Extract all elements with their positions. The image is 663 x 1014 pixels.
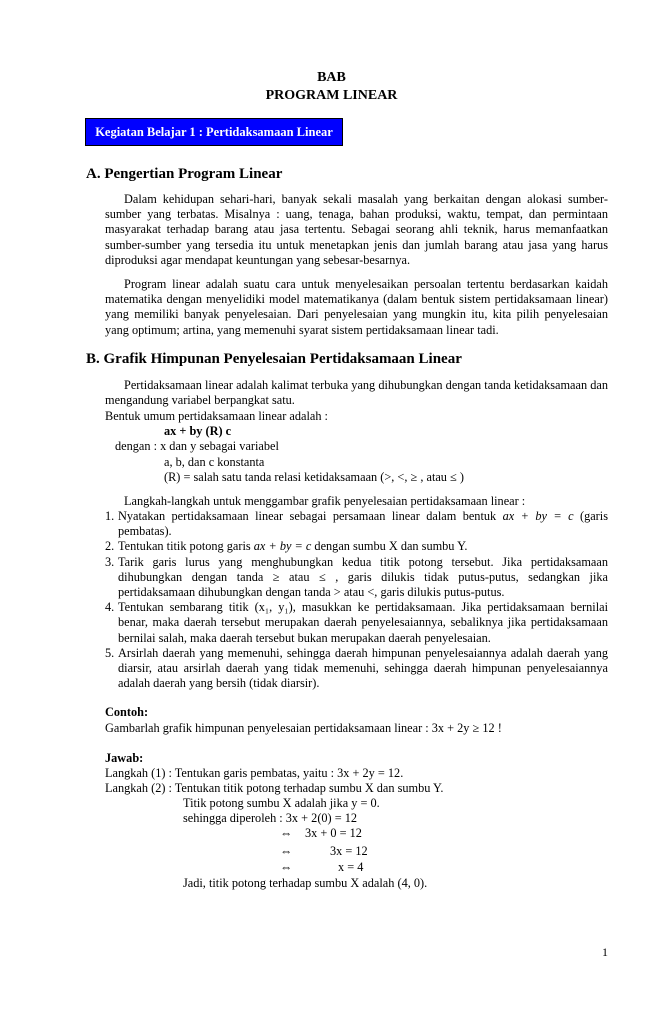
kegiatan-label: Kegiatan Belajar 1 : Pertidaksamaan Linear: [95, 124, 333, 139]
relasi-text: (R) = salah satu tanda relasi ketidaksamaan (>, <, ≥ , atau ≤ ): [164, 470, 464, 484]
dengan-text: dengan : x dan y sebagai variabel: [115, 439, 279, 453]
equivalence-icon: ⇔: [280, 844, 293, 858]
section-a-paragraph-2: Program linear adalah suatu cara untuk menyelesaikan persoalan tertentu berdasarkan kaidah matematika dengan menyelidiki model matematikanya (dalam bentuk sistem pertidaksamaan linear) yang memiliki banyak penyelesaian. Dari penyelesaian yang mungkin itu, kita pilih penyelesaian yang optimum; artina, yang memenuhi syarat sistem pertidaksamaan linear tadi.: [105, 277, 608, 337]
jawab-label: Jawab:: [105, 751, 144, 765]
titik-potong-text: Titik potong sumbu X adalah jika y = 0.: [183, 796, 380, 810]
list-item: 5. Arsirlah daerah yang memenuhi, sehingga daerah himpunan penyelesaiannya adalah daerah yang diarsir, atau arsirlah daerah yang tidak memenuhi, sehingga daerah himpunan penyelesaiannya adalah daerah yang bersih (tidak diarsir).: [105, 645, 608, 691]
section-a-heading: A. Pengertian Program Linear: [86, 166, 283, 182]
step-eq-3: x = 4: [338, 860, 364, 874]
formula-text: ax + by (R) c: [164, 424, 232, 438]
langkah-intro-text: Langkah-langkah untuk menggambar grafik penyelesaian pertidaksamaan linear :: [124, 494, 526, 508]
kegiatan-box: [85, 118, 343, 146]
step-eq-2: 3x = 12: [330, 844, 368, 858]
page-number: 1: [602, 945, 608, 959]
equivalence-icon: ⇔: [280, 860, 293, 874]
contoh-text: Gambarlah grafik himpunan penyelesaian pertidaksamaan linear : 3x + 2y ≥ 12 !: [105, 721, 502, 735]
langkah-1-text: Langkah (1) : Tentukan garis pembatas, yaitu : 3x + 2y = 12.: [105, 766, 404, 780]
kesimpulan-text: Jadi, titik potong terhadap sumbu X adalah (4, 0).: [183, 876, 428, 890]
step-eq-1: 3x + 0 = 12: [305, 826, 362, 840]
list-item: 4. Tentukan sembarang titik (x₁, y₁), masukkan ke pertidaksamaan. Jika pertidaksamaan bernilai benar, maka daerah tersebut merupakan daerah penyelesaiannya, sebaliknya jika pertidaksamaan bernilai salah, maka daerah tersebut bukan merupakan daerah penyelesaian.: [105, 600, 608, 645]
chapter-title: PROGRAM LINEAR: [265, 88, 398, 103]
contoh-label: Contoh:: [105, 705, 149, 719]
konstanta-text: a, b, dan c konstanta: [164, 455, 265, 469]
section-b-heading: B. Grafik Himpunan Penyelesaian Pertidaksamaan Linear: [86, 351, 462, 367]
bentuk-umum-text: Bentuk umum pertidaksamaan linear adalah :: [105, 409, 328, 423]
list-item: 3. Tarik garis lurus yang menghubungkan kedua titik potong tersebut. Jika pertidaksamaan dihubungkan dengan tanda ≥ atau ≤ , garis dilukis tidak putus-putus, sedangkan jika pertidaksamaan dihubungkan dengan tanda > atau <, garis dilukis putus-putus.: [105, 554, 608, 600]
chapter-label: BAB: [317, 70, 346, 85]
section-b-paragraph-1: Pertidaksamaan linear adalah kalimat terbuka yang dihubungkan dengan tanda ketidaksamaan dan mengandung variabel berpangkat satu.: [105, 378, 608, 408]
langkah-2-text: Langkah (2) : Tentukan titik potong terhadap sumbu X dan sumbu Y.: [105, 781, 444, 795]
list-item: 1. Nyatakan pertidaksamaan linear sebagai persamaan linear dalam bentuk ax + by = c (garis pembatas).: [105, 509, 608, 539]
section-a-paragraph-1: Dalam kehidupan sehari-hari, banyak sekali masalah yang berkaitan dengan alokasi sumber-sumber yang terbatas. Misalnya : uang, tenaga, bahan produksi, waktu, tempat, dan permintaan masyarakat terhadap barang atau jasa tertentu. Sebagai seorang ahli teknik, harus memanfaatkan sumber-sumber yang tersedia itu untuk menetapkan jenis dan jumlah barang atau jasa yang harus diproduksi agar mendapat keuntungan yang sebesar-besarnya.: [105, 192, 608, 267]
diperoleh-text: sehingga diperoleh : 3x + 2(0) = 12: [183, 811, 358, 825]
list-item: 2. Tentukan titik potong garis ax + by = c dengan sumbu X dan sumbu Y.: [105, 539, 468, 554]
steps-list: [105, 509, 608, 691]
equivalence-icon: ⇔: [280, 826, 293, 840]
